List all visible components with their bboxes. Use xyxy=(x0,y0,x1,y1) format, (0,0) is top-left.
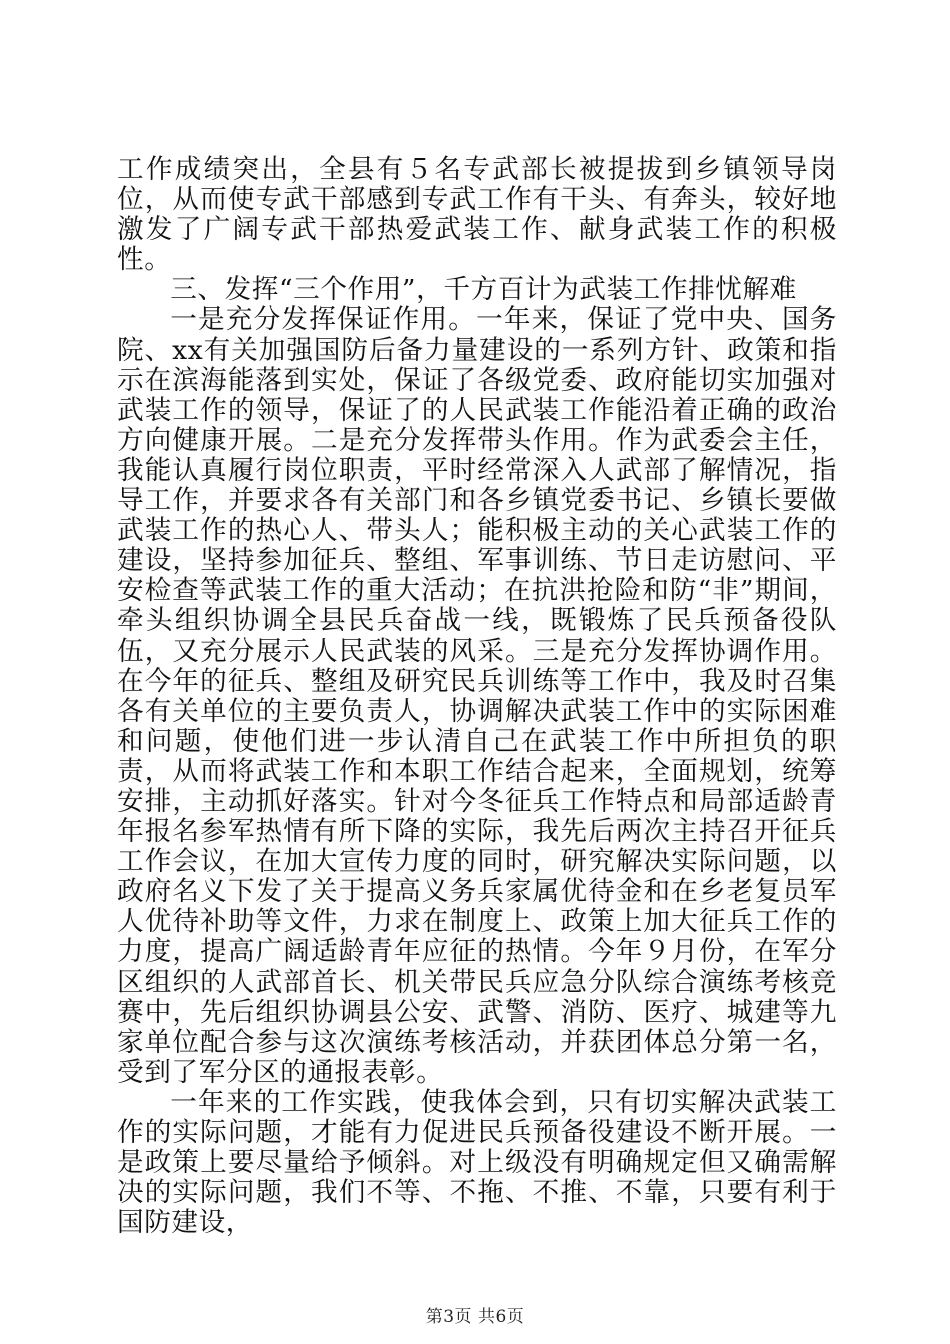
section-heading: 三、发挥“三个作用”，千方百计为武装工作排忧解难 xyxy=(170,274,797,306)
paragraph-three-roles: 一是充分发挥保证作用。一年来，保证了党中央、国务院、xx有关加强国防后备力量建设的一系列方针、政策和指示在滨海能落到实处，保证了各级党委、政府能切实加强对武装工作的领导，保证了的人民武装工作能沿着正确的政治方向健康开展。二是充分发挥带头作用。作为武委会主任，我能认真履行岗位职责，平时经常深入人武部了解情况，指导工作，并要求各有关部门和各乡镇党委书记、乡镇长要做武装工作的热心人、带头人；能积极主动的关心武装工作的建设，坚持参加征兵、整组、军事训练、节日走访慰问、平安检查等武装工作的重大活动；在抗洪抢险和防“非”期间，牵头组织协调全县民兵奋战一线，既锻炼了民兵预备役队伍，又充分展示人民武装的风采。三是充分发挥协调作用。在今年的征兵、整组及研究民兵训练等工作中，我及时召集各有关单位的主要负责人，协调解决武装工作中的实际困难和问题，使他们进一步认清自己在武装工作中所担负的职责，从而将武装工作和本职工作结合起来，全面规划，统筹安排，主动抓好落实。针对今冬征兵工作特点和局部适龄青年报名参军热情有所下降的实际，我先后两次主持召开征兵工作会议，在加大宣传力度的同时，研究解决实际问题，以政府名义下发了关于提高义务兵家属优待金和在乡老复员军人优待补助等文件，力求在制度上、政策上加大征兵工作的力度，提高广阔适龄青年应征的热情。今年９月份，在军分区组织的人武部首长、机关带民兵应急分队综合演练考核竞赛中，先后组织协调县公安、武警、消防、医疗、城建等九家单位配合参与这次演练考核活动，并获团体总分第一名，受到了军分区的通报表彰。 xyxy=(117,304,837,1088)
page-footer: 第3页 共6页 xyxy=(425,1307,525,1327)
paragraph-experience: 一年来的工作实践，使我体会到，只有切实解决武装工作的实际问题，才能有力促进民兵预备役建设不断开展。一是政策上要尽量给予倾斜。对上级没有明确规定但又确需解决的实际问题，我们不等、不拖、不推、不靠，只要有利于国防建设， xyxy=(117,1086,837,1239)
paragraph-continuation: 工作成绩突出，全县有５名专武部长被提拔到乡镇领导岗位，从而使专武干部感到专武工作有干头、有奔头，较好地激发了广阔专武干部热爱武装工作、献身武装工作的积极性。 xyxy=(117,154,837,276)
document-body xyxy=(117,155,837,1238)
